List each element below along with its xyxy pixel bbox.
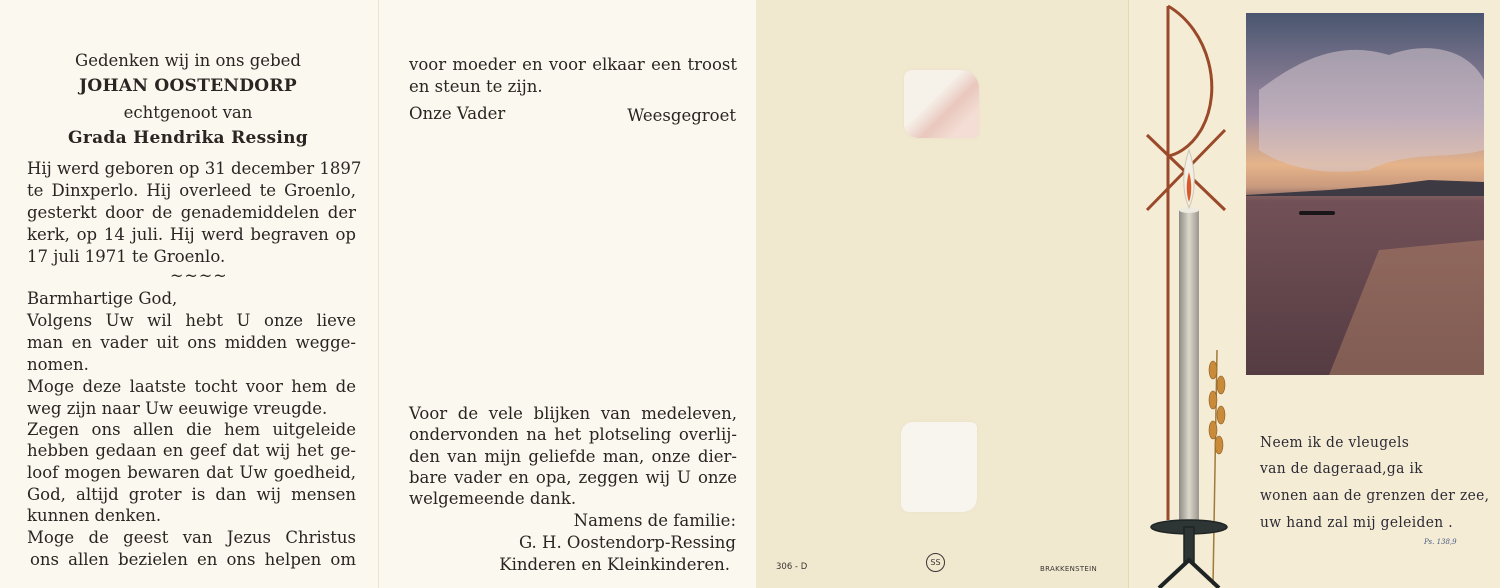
prayer-line: Zegen ons allen die hem uitgeleide: [27, 420, 356, 439]
thanks-line: welgemeende dank.: [409, 489, 577, 508]
prayer-onze-vader: Onze Vader: [409, 104, 506, 123]
publisher-name: BRAKKENSTEIN: [1040, 565, 1098, 573]
bio-line: Hij werd geboren op 31 december 1897: [27, 159, 362, 178]
prayer-line: hebben gedaan en geef dat wij het ge-: [27, 441, 356, 460]
signature-line: Namens de familie:: [573, 511, 736, 530]
intro-line: Gedenken wij in ons gebed: [75, 51, 301, 70]
paper-stain: [904, 70, 979, 138]
deceased-name: JOHAN OOSTENDORP: [79, 76, 297, 96]
sunset-lake-photo: [1246, 13, 1484, 375]
prayer-line: Moge deze laatste tocht voor hem de: [27, 377, 356, 396]
divider-ornament: ~~~~: [170, 266, 228, 285]
spouse-name: Grada Hendrika Ressing: [68, 128, 308, 148]
bio-line: te Dinxperlo. Hij overleed te Groenlo,: [27, 181, 356, 200]
prayer-line: loof mogen bewaren dat Uw goedheid,: [27, 463, 356, 482]
prayer-line: Moge de geest van Jezus Christus: [27, 528, 356, 547]
relation-line: echtgenoot van: [123, 103, 253, 122]
card-back-cover: [756, 0, 1128, 588]
signature-name: G. H. Oostendorp-Ressing: [518, 533, 736, 552]
prayer-weesgegroet: Weesgegroet: [627, 106, 736, 125]
card-front-cover: [1128, 0, 1500, 588]
prayer-line: ons allen bezielen en ons helpen om: [30, 550, 356, 569]
bio-line: gesterkt door de genademiddelen der: [27, 203, 356, 222]
candle-holder-icon: [1151, 520, 1227, 588]
prayer-line: Volgens Uw wil hebt U onze lieve: [27, 311, 356, 330]
prayer-line: kunnen denken.: [27, 506, 162, 525]
prayer-line: weg zijn naar Uw eeuwige vreugde.: [27, 399, 328, 418]
continuation-line: en steun te zijn.: [409, 77, 543, 96]
paper-stain: [901, 422, 977, 512]
card-page-1: [0, 0, 378, 588]
prayer-line: nomen.: [27, 355, 89, 374]
prayer-line: Barmhartige God,: [27, 289, 178, 308]
thanks-line: ondervonden na het plotseling overlij-: [409, 425, 737, 444]
prayer-line: man en vader uit ons midden wegge-: [27, 333, 356, 352]
print-code: 306 - D: [776, 562, 808, 572]
verse-line: uw hand zal mij geleiden .: [1260, 513, 1453, 531]
verse-line: Neem ik de vleugels: [1260, 433, 1410, 451]
prayer-line: God, altijd groter is dan wij mensen: [27, 485, 356, 504]
bio-line: 17 juli 1971 te Groenlo.: [27, 247, 226, 266]
verse-line: van de dageraad,ga ik: [1260, 459, 1423, 477]
psalm-reference: Ps. 138,9: [1424, 538, 1457, 546]
thanks-line: bare vader en opa, zeggen wij U onze: [409, 468, 737, 487]
verse-line: wonen aan de grenzen der zee,: [1260, 486, 1490, 504]
card-page-2: [378, 0, 756, 588]
wheat-icon: [1209, 350, 1225, 585]
candle-icon: [1179, 210, 1199, 520]
signature-family: Kinderen en Kleinkinderen.: [499, 555, 730, 574]
continuation-line: voor moeder en voor elkaar een troost: [409, 55, 737, 74]
thanks-line: den van mijn geliefde man, onze dier-: [409, 447, 737, 466]
bio-line: kerk, op 14 juli. Hij werd begraven op: [27, 225, 356, 244]
publisher-logo: SS: [926, 553, 945, 572]
thanks-line: Voor de vele blijken van medeleven,: [409, 404, 737, 423]
